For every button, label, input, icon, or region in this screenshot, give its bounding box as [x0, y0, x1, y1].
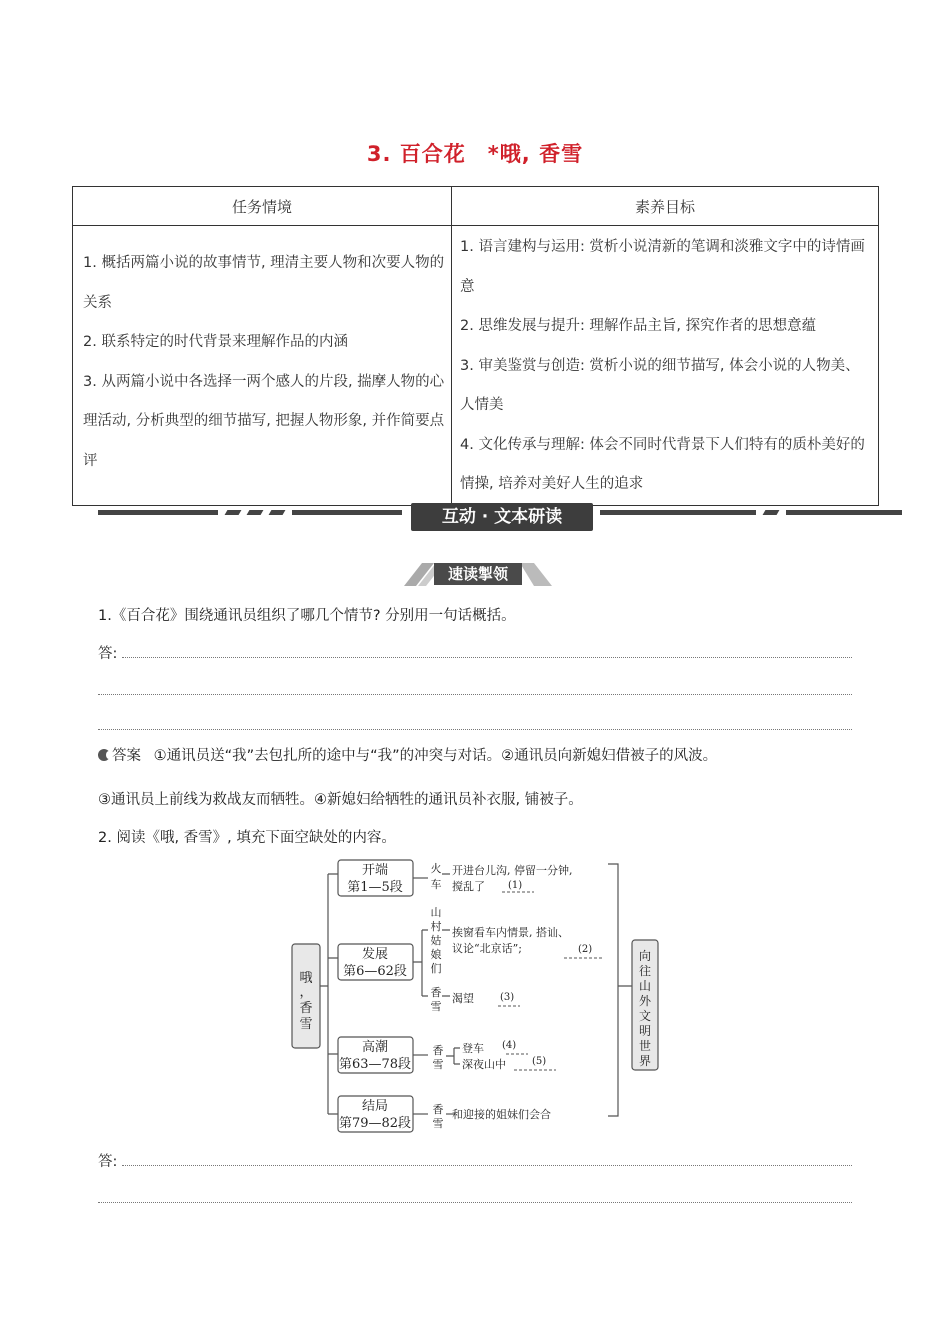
subject-char: 娘: [430, 948, 442, 961]
stage-name: 结局: [361, 1099, 389, 1114]
question-2: 2. 阅读《哦, 香雪》, 填充下面空缺处的内容。: [98, 830, 396, 846]
question-1: 1.《百合花》围绕通讯员组织了哪几个情节? 分别用一句话概括。: [98, 608, 516, 624]
answer-prefix-1: 答:: [98, 646, 118, 662]
subject-char: 姑: [430, 934, 442, 947]
task-item: 2. 联系特定的时代背景来理解作品的内涵: [83, 334, 348, 350]
goal-cell: [452, 226, 879, 506]
blank-marker: (1): [508, 880, 523, 891]
diagram-item: 和迎接的姐妹们会合: [452, 1108, 551, 1121]
stage-range: 第6—62段: [343, 964, 407, 979]
subject-char: 们: [430, 962, 442, 975]
diagram-item: 渴望: [452, 992, 474, 1005]
section-banner: 互动 · 文本研读: [411, 503, 593, 531]
answer-icon: [98, 749, 110, 761]
diagram-item: 深夜山中: [462, 1058, 506, 1071]
task-cell: [73, 226, 452, 506]
goal-header: 素养目标: [452, 187, 879, 226]
blank-marker: (2): [578, 944, 593, 955]
answer-line[interactable]: [122, 657, 852, 658]
answer-line[interactable]: [98, 1202, 852, 1203]
subject-char: 车: [430, 878, 442, 891]
diagram-root-char: ，: [299, 985, 313, 1000]
theme-char: 世: [638, 1039, 652, 1053]
answer-text: ①通讯员送“我”去包扎所的途中与“我”的冲突与对话。②通讯员向新媳妇借被子的风波。: [153, 748, 718, 764]
theme-char: 山: [638, 979, 652, 993]
diagram-root-char: 香: [299, 1001, 313, 1016]
stage-name: 发展: [361, 947, 389, 962]
banner-rule-end: [786, 510, 902, 515]
answer-block: [98, 744, 717, 765]
goal-item: 2. 思维发展与提升: 理解作品主旨, 探究作者的思想意蕴: [460, 318, 817, 334]
subject-char: 雪: [432, 1058, 444, 1071]
subject-char: 村: [430, 920, 442, 933]
task-item: 1. 概括两篇小说的故事情节, 理清主要人物和次要人物的关系: [83, 255, 445, 311]
subject-char: 香: [430, 986, 442, 999]
diagram-item: 议论“北京话”;: [452, 942, 522, 955]
answer-line[interactable]: [98, 694, 852, 695]
subject-char: 香: [432, 1103, 444, 1116]
diagram-item: 登车: [462, 1042, 484, 1055]
stage-name: 高潮: [361, 1040, 389, 1055]
answer-line[interactable]: [122, 1165, 852, 1166]
answer-label: 答案: [112, 748, 141, 764]
goals-table: [72, 186, 879, 506]
blank-marker: (4): [502, 1040, 517, 1051]
goal-item: 4. 文化传承与理解: 体会不同时代背景下人们特有的质朴美好的情操, 培养对美好人生的追求: [460, 436, 865, 492]
theme-char: 文: [638, 1009, 652, 1023]
stage-range: 第1—5段: [347, 880, 403, 895]
diagram-item: 挨窗看车内情景, 搭讪、: [452, 926, 569, 939]
blank-marker: (5): [532, 1056, 547, 1067]
theme-char: 往: [638, 964, 652, 978]
diagram-root-char: 哦: [299, 971, 313, 986]
answer-line[interactable]: [98, 729, 852, 730]
subject-char: 香: [432, 1044, 444, 1057]
stage-range: 第63—78段: [338, 1057, 412, 1072]
theme-char: 向: [638, 949, 652, 963]
subject-char: 雪: [432, 1117, 444, 1130]
banner-dash: [763, 510, 780, 515]
blank-marker: (3): [500, 992, 515, 1003]
banner-dash: [225, 510, 242, 515]
banner-rule-left: [98, 510, 218, 515]
theme-char: 外: [638, 994, 652, 1008]
diagram-item: 开进台儿沟, 停留一分钟,: [452, 864, 573, 877]
page-title: 3. 百合花 *哦, 香雪: [366, 142, 584, 166]
goal-item: 3. 审美鉴赏与创造: 赏析小说的细节描写, 体会小说的人物美、人情美: [460, 357, 860, 413]
banner-rule-right: [600, 510, 756, 515]
stage-range: 第79—82段: [338, 1116, 412, 1131]
diagram-root-char: 雪: [299, 1017, 313, 1032]
diagram-item: 搅乱了: [452, 880, 485, 893]
banner-rule-mid: [292, 510, 402, 515]
subject-char: 山: [430, 906, 442, 919]
task-item: 3. 从两篇小说中各选择一两个感人的片段, 揣摩人物的心理活动, 分析典型的细节描写, 把握人物形象, 并作简要点评: [83, 373, 445, 469]
stage-name: 开端: [361, 863, 389, 878]
goal-item: 1. 语言建构与运用: 赏析小说清新的笔调和淡雅文字中的诗情画意: [460, 239, 865, 295]
banner-dash: [269, 510, 286, 515]
subject-char: 火: [430, 862, 442, 875]
banner-dash: [247, 510, 264, 515]
plot-diagram: [288, 854, 668, 1136]
subject-char: 雪: [430, 1000, 442, 1013]
answer-prefix-2: 答:: [98, 1154, 118, 1170]
task-header: 任务情境: [73, 187, 452, 226]
subsection-label: 速读掣领: [434, 563, 522, 585]
theme-char: 明: [638, 1024, 652, 1038]
answer-text: ③通讯员上前线为救战友而牺牲。④新媳妇给牺牲的通讯员补衣服, 铺被子。: [98, 792, 583, 808]
theme-char: 界: [638, 1054, 652, 1068]
